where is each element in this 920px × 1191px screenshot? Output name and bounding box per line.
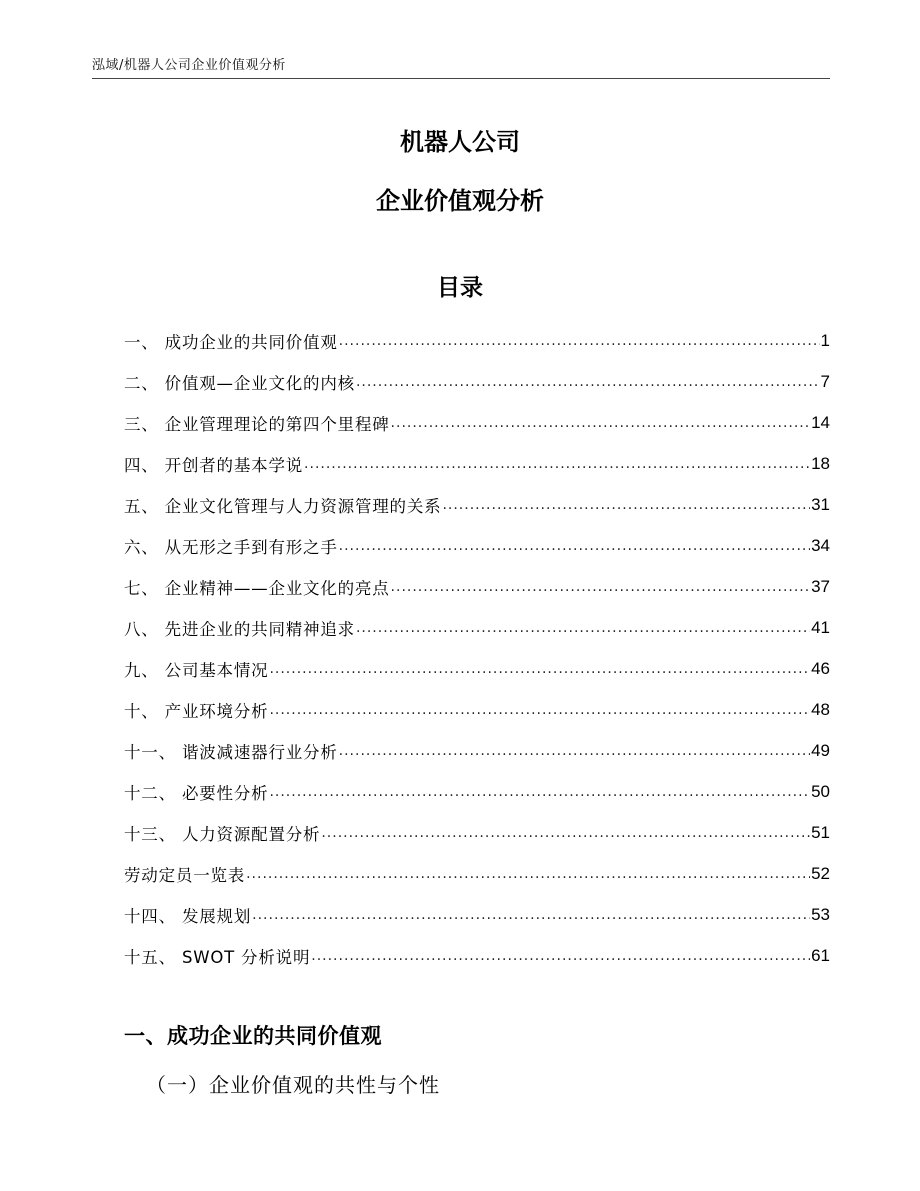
- toc-entry-label: 四、 开创者的基本学说: [124, 455, 304, 475]
- toc-leader-dots: [339, 743, 810, 759]
- toc-entry[interactable]: [124, 894, 830, 935]
- toc-entry[interactable]: [124, 484, 830, 525]
- toc-entry-label: 劳动定员一览表: [124, 865, 246, 885]
- toc-leader-dots: [246, 866, 810, 882]
- toc-entry-page: 1: [820, 330, 830, 350]
- toc-entry[interactable]: [124, 812, 830, 853]
- toc-leader-dots: [269, 661, 810, 677]
- toc-entry-label: 十四、 发展规划: [124, 906, 252, 926]
- toc-leader-dots: [442, 497, 810, 513]
- toc-leader-dots: [356, 620, 810, 636]
- toc-entry-label: 十、 产业环境分析: [124, 701, 269, 721]
- toc-leader-dots: [269, 702, 810, 718]
- toc-entry-page: 61: [811, 945, 830, 965]
- section-heading: 一、成功企业的共同价值观: [124, 1024, 382, 1048]
- toc-entry-page: 50: [811, 781, 830, 801]
- toc-entry[interactable]: [124, 525, 830, 566]
- toc-entry-label: 一、 成功企业的共同价值观: [124, 332, 338, 352]
- toc-entry[interactable]: [124, 648, 830, 689]
- toc-leader-dots: [252, 907, 810, 923]
- toc-entry-page: 52: [811, 863, 830, 883]
- toc-entry[interactable]: [124, 566, 830, 607]
- toc-entry-page: 7: [820, 371, 830, 391]
- toc-leader-dots: [304, 456, 810, 472]
- toc-leader-dots: [311, 948, 810, 964]
- toc-entry-label: 二、 价值观—企业文化的内核: [124, 373, 355, 393]
- toc-entry[interactable]: [124, 853, 830, 894]
- toc-entry-page: 51: [811, 822, 830, 842]
- toc-leader-dots: [269, 784, 810, 800]
- toc-entry[interactable]: [124, 607, 830, 648]
- toc-entry-page: 48: [811, 699, 830, 719]
- toc-leader-dots: [356, 374, 820, 390]
- header-divider: [92, 78, 830, 79]
- toc-entry-label: 九、 公司基本情况: [124, 660, 269, 680]
- toc-entry[interactable]: [124, 771, 830, 812]
- toc-leader-dots: [391, 579, 811, 595]
- toc-entry-label: 七、 企业精神——企业文化的亮点: [124, 578, 390, 598]
- toc-entry-label: 八、 先进企业的共同精神追求: [124, 619, 355, 639]
- toc-leader-dots: [321, 825, 810, 841]
- toc-leader-dots: [339, 538, 810, 554]
- running-header: 泓域/机器人公司企业价值观分析: [92, 58, 286, 73]
- document-subtitle: 企业价值观分析: [376, 187, 544, 215]
- toc-entry-label: 六、 从无形之手到有形之手: [124, 537, 338, 557]
- document-title: 机器人公司: [400, 128, 520, 156]
- toc-entry-page: 41: [811, 617, 830, 637]
- toc-entry-page: 49: [811, 740, 830, 760]
- toc-entry[interactable]: [124, 402, 830, 443]
- toc-entry[interactable]: [124, 361, 830, 402]
- toc-heading: 目录: [437, 275, 483, 301]
- toc-leader-dots: [391, 415, 811, 431]
- toc-entry[interactable]: [124, 443, 830, 484]
- toc-entry[interactable]: [124, 935, 830, 976]
- toc-entry-label: 十五、 SWOT 分析说明: [124, 947, 311, 967]
- toc-leader-dots: [339, 333, 820, 349]
- toc-entry-label: 五、 企业文化管理与人力资源管理的关系: [124, 496, 442, 516]
- toc-entry-label: 十二、 必要性分析: [124, 783, 269, 803]
- toc-entry-page: 14: [811, 412, 830, 432]
- toc-entry-page: 34: [811, 535, 830, 555]
- table-of-contents: [124, 320, 830, 976]
- toc-entry-label: 十三、 人力资源配置分析: [124, 824, 321, 844]
- toc-entry-page: 46: [811, 658, 830, 678]
- toc-entry[interactable]: [124, 689, 830, 730]
- toc-entry[interactable]: [124, 320, 830, 361]
- toc-entry-page: 53: [811, 904, 830, 924]
- toc-entry-page: 37: [811, 576, 830, 596]
- toc-entry[interactable]: [124, 730, 830, 771]
- subsection-heading: （一）企业价值观的共性与个性: [146, 1073, 440, 1097]
- toc-entry-label: 十一、 谐波减速器行业分析: [124, 742, 338, 762]
- toc-entry-label: 三、 企业管理理论的第四个里程碑: [124, 414, 390, 434]
- toc-entry-page: 18: [811, 453, 830, 473]
- toc-entry-page: 31: [811, 494, 830, 514]
